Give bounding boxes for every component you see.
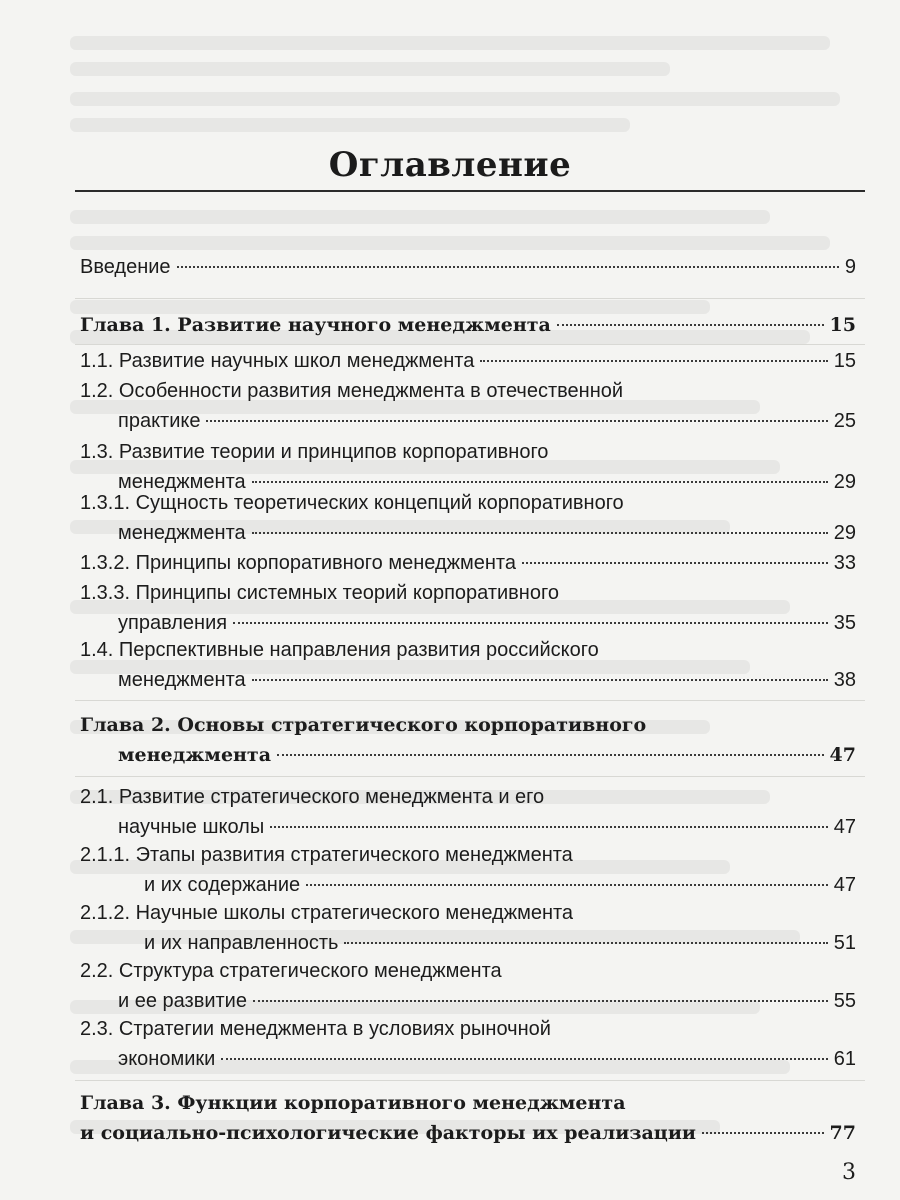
toc-page-number: 38 [833, 669, 856, 691]
toc-entry-title-line1: 2.1.1. Этапы развития стратегического менеджмента [80, 844, 573, 866]
toc-page-number: 51 [833, 932, 856, 954]
toc-entry-1-1 [80, 346, 856, 376]
toc-entry-1-2 [80, 376, 856, 436]
toc-page-number: 9 [844, 256, 856, 278]
toc-entry-1-4 [80, 635, 856, 695]
leader-dots [233, 622, 828, 624]
toc-entry-2-1-1 [80, 840, 856, 900]
toc-entry-title-line2: и их содержание [144, 874, 301, 896]
leader-dots [221, 1058, 827, 1060]
toc-page-number: 25 [833, 410, 856, 432]
toc-entry-title-line1: 2.2. Структура стратегического менеджмента [80, 960, 502, 982]
title-rule [75, 190, 865, 192]
toc-chapter-3 [80, 1088, 856, 1148]
toc-chapter-title-line1: Глава 2. Основы стратегического корпоративного [80, 714, 647, 736]
leader-dots [252, 481, 828, 483]
toc-entry-title-line1: 1.3.3. Принципы системных теорий корпоративного [80, 582, 559, 604]
leader-dots [270, 826, 828, 828]
leader-dots [277, 754, 824, 756]
page-number: 3 [842, 1160, 856, 1185]
toc-chapter-title-line2: менеджмента [118, 744, 272, 766]
toc-entry-title-line1: 1.3. Развитие теории и принципов корпоративного [80, 441, 549, 463]
section-divider [75, 1080, 865, 1081]
toc-entry-1-3-2 [80, 548, 856, 578]
toc-entry-1-3-3 [80, 578, 856, 638]
leader-dots [177, 266, 839, 268]
toc-entry-title-line1: 2.1.2. Научные школы стратегического менеджмента [80, 902, 574, 924]
toc-entry-title-line1: 2.3. Стратегии менеджмента в условиях рыночной [80, 1018, 551, 1040]
toc-chapter-1 [80, 310, 856, 340]
toc-page-number: 77 [829, 1122, 856, 1144]
toc-page-number: 33 [833, 552, 856, 574]
leader-dots [252, 532, 828, 534]
toc-entry-title-line2: и их направленность [144, 932, 339, 954]
page-title: Оглавление [328, 145, 572, 185]
toc-page-number: 15 [829, 314, 856, 336]
toc-entry-introduction [80, 252, 856, 282]
toc-chapter-title-line1: Глава 3. Функции корпоративного менеджмента [80, 1092, 626, 1114]
toc-entry-title-line2: менеджмента [118, 522, 246, 544]
toc-page-number: 61 [833, 1048, 856, 1070]
toc-page-number: 47 [833, 874, 856, 896]
toc-entry-title-line2: менеджмента [118, 669, 246, 691]
toc-entry-title-line2: и ее развитие [118, 990, 247, 1012]
toc-page-number: 29 [833, 471, 856, 493]
section-divider [75, 700, 865, 701]
toc-entry-title-line1: 1.3.1. Сущность теоретических концепций корпоративного [80, 492, 624, 514]
toc-entry-title-line2: практике [118, 410, 201, 432]
toc-page-number: 15 [833, 350, 856, 372]
toc-page-number: 47 [833, 816, 856, 838]
toc-page-number: 29 [833, 522, 856, 544]
toc-entry-title-line1: 1.4. Перспективные направления развития российского [80, 639, 599, 661]
leader-dots [522, 562, 828, 564]
toc-entry-2-1-2 [80, 898, 856, 958]
leader-dots [206, 420, 827, 422]
leader-dots [344, 942, 827, 944]
toc-entry-1-3-1 [80, 488, 856, 548]
toc-chapter-2 [80, 710, 856, 770]
section-divider [75, 298, 865, 299]
toc-entry-title-line2: экономики [118, 1048, 216, 1070]
toc-entry-title-line2: управления [118, 612, 228, 634]
toc-entry-title-line1: 1.2. Особенности развития менеджмента в отечественной [80, 380, 624, 402]
section-divider [75, 776, 865, 777]
toc-chapter-title: Глава 1. Развитие научного менеджмента [80, 314, 551, 336]
toc-entry-2-3 [80, 1014, 856, 1074]
toc-entry-title: Введение [80, 256, 171, 278]
toc-entry-title-line1: 2.1. Развитие стратегического менеджмента и его [80, 786, 545, 808]
toc-page-number: 47 [829, 744, 856, 766]
toc-entry-title: 1.3.2. Принципы корпоративного менеджмента [80, 552, 516, 574]
leader-dots [557, 324, 824, 326]
section-divider [75, 344, 865, 345]
toc-entry-title-line2: научные школы [118, 816, 265, 838]
leader-dots [253, 1000, 828, 1002]
toc-entry-title-line2: менеджмента [118, 471, 246, 493]
leader-dots [252, 679, 828, 681]
toc-chapter-title-line2: и социально-психологические факторы их реализации [80, 1122, 697, 1144]
leader-dots [702, 1132, 824, 1134]
toc-entry-title: 1.1. Развитие научных школ менеджмента [80, 350, 475, 372]
toc-page-number: 55 [833, 990, 856, 1012]
toc-entry-2-1 [80, 782, 856, 842]
leader-dots [306, 884, 828, 886]
toc-entry-2-2 [80, 956, 856, 1016]
toc-page-number: 35 [833, 612, 856, 634]
leader-dots [480, 360, 827, 362]
